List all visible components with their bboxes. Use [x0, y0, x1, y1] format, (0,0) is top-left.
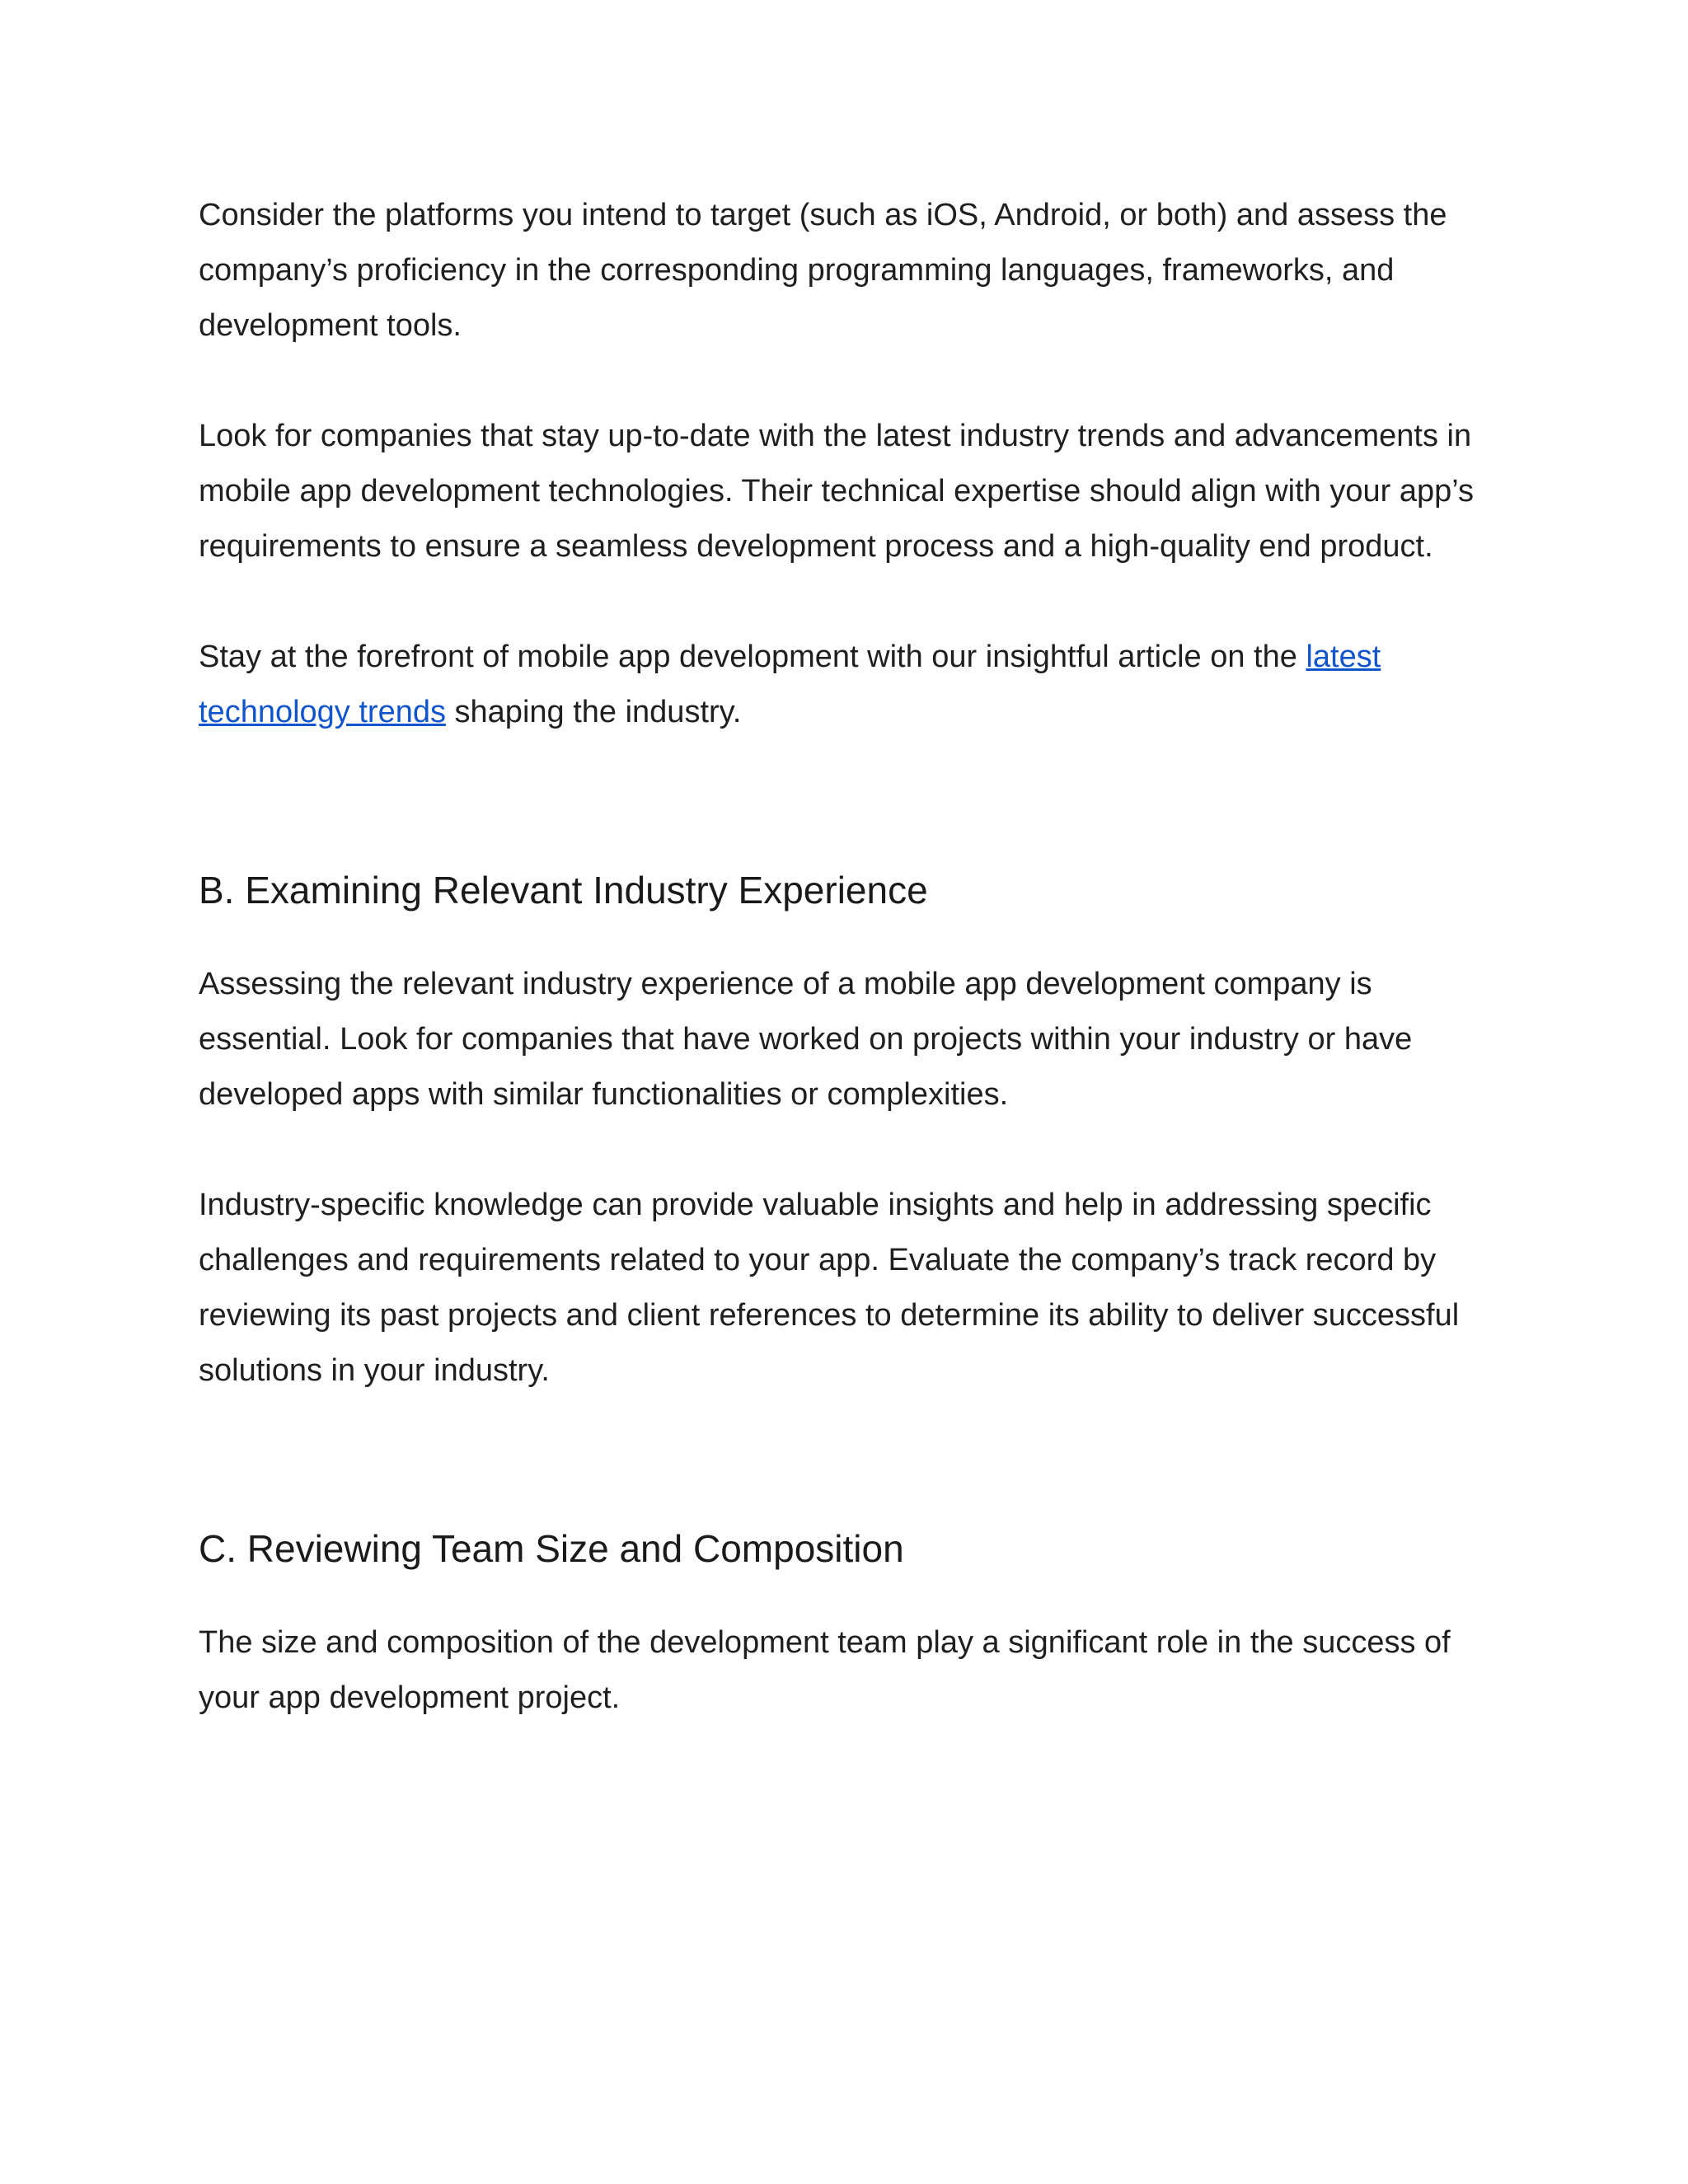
- paragraph-text-after-link: shaping the industry.: [445, 695, 742, 729]
- paragraph-industry-experience: Assessing the relevant industry experience of a mobile app development company is essential. Look for companies that have worked on projects within your industry or have developed apps with similar functionalities or complexities.: [199, 967, 1413, 1112]
- paragraph-industry-trends: Look for companies that stay up-to-date with the latest industry trends and advancements in mobile app development technologies. Their technical expertise should align with your app’s requirements to ensure a seamless development process and a high-quality end product.: [199, 419, 1474, 564]
- latest-technology-trends-link[interactable]: latest technology trends: [199, 640, 1381, 729]
- paragraph-industry-knowledge: Industry-specific knowledge can provide valuable insights and help in addressing specific challenges and requirements related to your app. Evaluate the company’s track record by reviewing its past projects and client references to determine its ability to deliver successful solutions in your industry.: [199, 1188, 1460, 1388]
- paragraph-text-before-link: Stay at the forefront of mobile app development with our insightful article on the: [199, 640, 1306, 674]
- paragraph-team-size: The size and composition of the development team play a significant role in the success of your app development project.: [199, 1625, 1451, 1715]
- paragraph-technology-trends: [199, 630, 1402, 740]
- heading-team-size: C. Reviewing Team Size and Composition: [199, 1527, 904, 1570]
- paragraph-platforms: Consider the platforms you intend to target (such as iOS, Android, or both) and assess the company’s proficiency in the corresponding programming languages, frameworks, and development tools.: [199, 198, 1447, 343]
- document-page: [199, 188, 1501, 1726]
- heading-industry-experience: B. Examining Relevant Industry Experience: [199, 869, 928, 912]
